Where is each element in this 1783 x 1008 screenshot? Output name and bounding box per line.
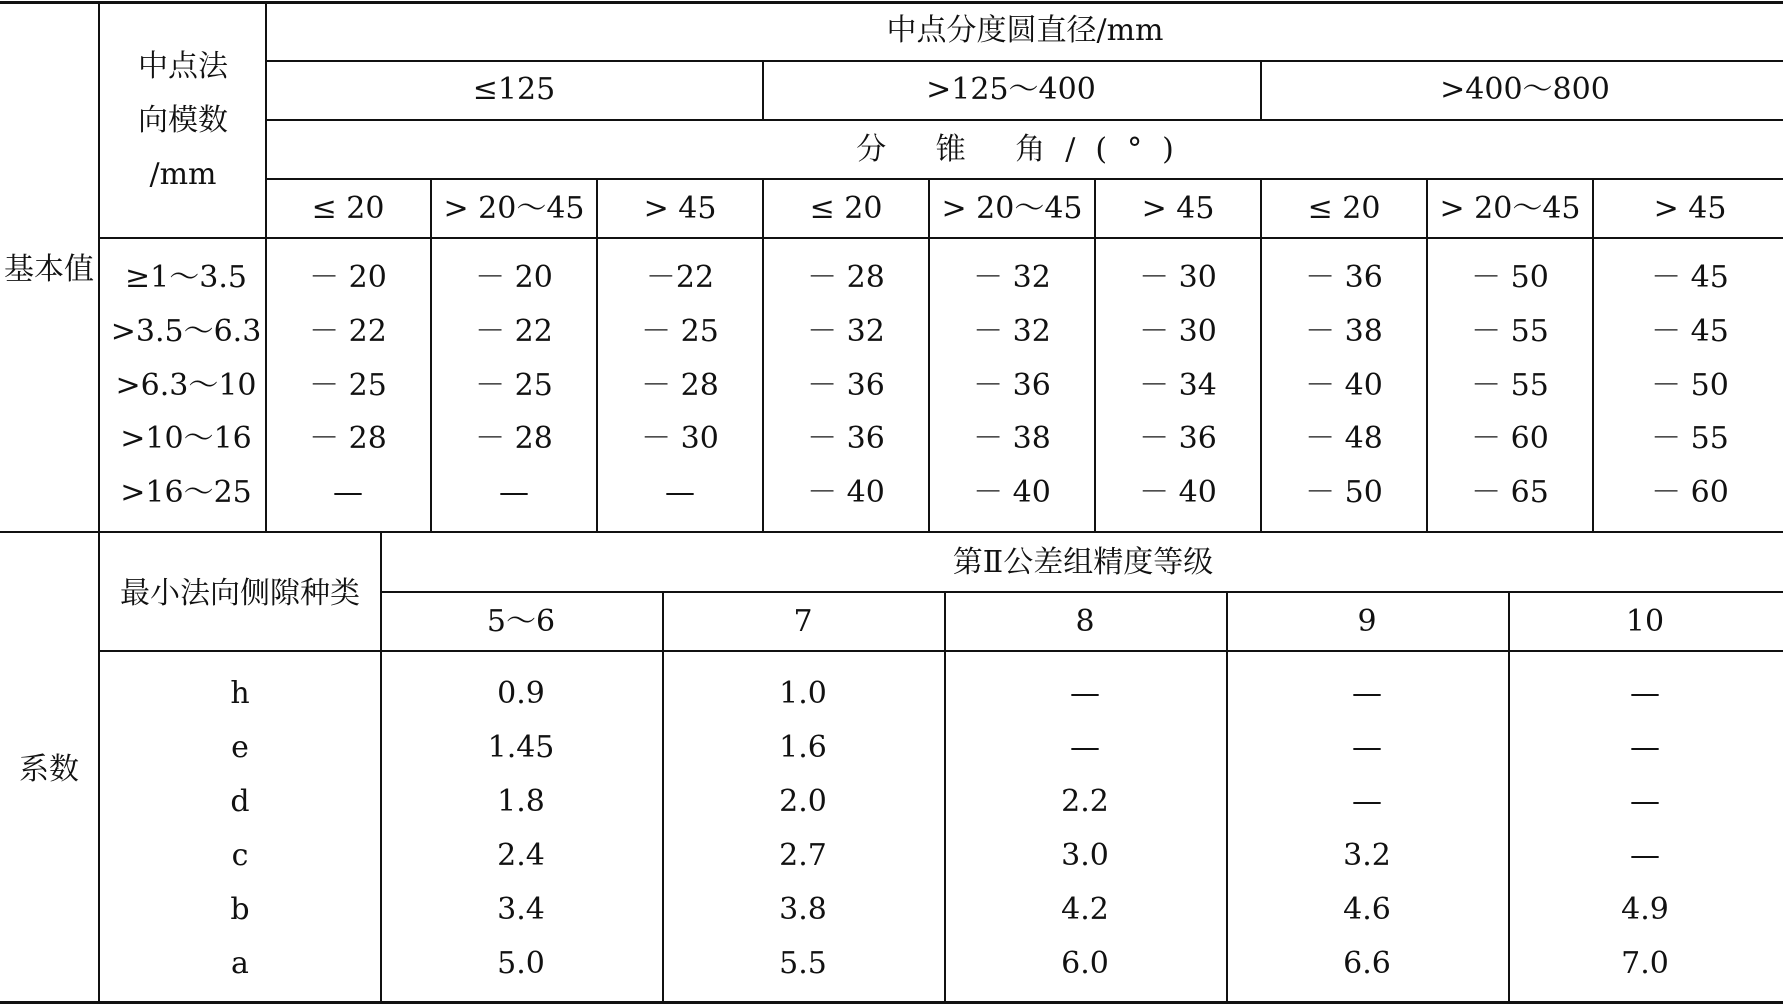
- coefficient-cell: 1.8: [497, 784, 545, 819]
- clearance-type-label: e: [231, 730, 249, 765]
- coefficient-cell: —: [1630, 784, 1660, 819]
- coefficient-cell: 4.6: [1343, 892, 1391, 927]
- rule-v: [1508, 591, 1510, 1004]
- basic-value-cell: － 50: [1305, 475, 1383, 510]
- rule-v: [1226, 591, 1228, 1004]
- rule-bottom: [0, 1001, 1783, 1004]
- basic-value-cell: － 22: [309, 314, 387, 349]
- diameter-group: ≤125: [472, 72, 556, 107]
- angle-group-header: ≤ 20: [311, 191, 385, 226]
- rule-v: [944, 591, 946, 1004]
- rule-v: [1260, 60, 1262, 121]
- clearance-type-header: 最小法向侧隙种类: [120, 576, 360, 611]
- rule-v: [662, 591, 664, 1004]
- angle-group-header: > 45: [1141, 191, 1215, 226]
- basic-value-cell: － 20: [475, 260, 553, 295]
- basic-value-cell: － 32: [973, 314, 1051, 349]
- module-header-line3: /mm: [149, 157, 217, 192]
- angle-group-header: > 20～45: [941, 191, 1083, 226]
- rule-top: [0, 1, 1783, 4]
- rule-v: [762, 178, 764, 533]
- clearance-type-label: d: [230, 784, 250, 819]
- basic-value-cell: － 36: [1139, 421, 1217, 456]
- rule: [266, 60, 1783, 62]
- coefficient-cell: 2.0: [779, 784, 827, 819]
- coefficient-cell: 2.7: [779, 838, 827, 873]
- basic-value-cell: － 36: [807, 421, 885, 456]
- basic-value-cell: － 40: [973, 475, 1051, 510]
- grade-header: 5～6: [486, 604, 556, 639]
- coefficient-cell: 2.4: [497, 838, 545, 873]
- diameter-group: >400～800: [1440, 72, 1610, 107]
- rule: [266, 119, 1783, 121]
- angle-group-header: > 20～45: [1439, 191, 1581, 226]
- rule: [381, 591, 1783, 593]
- rule: [99, 237, 1783, 239]
- coefficient-cell: 7.0: [1621, 946, 1669, 981]
- coefficient-cell: 3.2: [1343, 838, 1391, 873]
- angle-group-header: ≤ 20: [809, 191, 883, 226]
- basic-value-cell: － 38: [1305, 314, 1383, 349]
- rule-v: [762, 60, 764, 121]
- basic-value-cell: － 40: [1139, 475, 1217, 510]
- clearance-type-label: a: [231, 946, 249, 981]
- basic-value-cell: － 28: [807, 260, 885, 295]
- coefficient-cell: —: [1630, 838, 1660, 873]
- basic-value-cell: － 22: [475, 314, 553, 349]
- clearance-type-label: h: [230, 676, 250, 711]
- basic-value-cell: － 50: [1471, 260, 1549, 295]
- basic-value-cell: —: [499, 475, 529, 510]
- clearance-type-label: c: [231, 838, 249, 873]
- rule-v: [430, 178, 432, 533]
- rule: [99, 650, 1783, 652]
- basic-value-cell: － 60: [1651, 475, 1729, 510]
- diameter-group: >125～400: [926, 72, 1096, 107]
- coefficient-cell: —: [1352, 676, 1382, 711]
- rule-v: [928, 178, 930, 533]
- coefficient-cell: 4.9: [1621, 892, 1669, 927]
- grade-header: 10: [1625, 604, 1665, 639]
- basic-value-cell: － 34: [1139, 368, 1217, 403]
- module-header-line2: 向模数: [138, 103, 228, 138]
- basic-value-cell: －22: [645, 260, 715, 295]
- grade-header: 7: [793, 604, 813, 639]
- rule-v: [380, 531, 382, 1004]
- basic-value-cell: － 55: [1651, 421, 1729, 456]
- basic-value-cell: － 60: [1471, 421, 1549, 456]
- basic-value-cell: － 25: [475, 368, 553, 403]
- basic-value-cell: － 45: [1651, 260, 1729, 295]
- basic-value-cell: —: [333, 475, 363, 510]
- coefficient-cell: 5.0: [497, 946, 545, 981]
- section-label-coefficient: 系数: [19, 752, 79, 787]
- coefficient-cell: 2.2: [1061, 784, 1109, 819]
- rule-v: [596, 178, 598, 533]
- coefficient-cell: —: [1070, 730, 1100, 765]
- angle-group-header: > 45: [643, 191, 717, 226]
- rule-v: [1426, 178, 1428, 533]
- basic-value-cell: － 28: [475, 421, 553, 456]
- rule-v: [265, 1, 267, 533]
- module-range-label: >16～25: [120, 475, 252, 510]
- basic-value-cell: － 32: [807, 314, 885, 349]
- module-range-label: >3.5～6.3: [110, 314, 262, 349]
- basic-value-cell: － 40: [807, 475, 885, 510]
- clearance-type-label: b: [230, 892, 250, 927]
- rule-v: [1260, 178, 1262, 533]
- coefficient-cell: —: [1630, 730, 1660, 765]
- coefficient-cell: 3.4: [497, 892, 545, 927]
- coefficient-cell: —: [1070, 676, 1100, 711]
- rule-v: [1094, 178, 1096, 533]
- rule-v: [98, 1, 100, 1004]
- basic-value-cell: － 48: [1305, 421, 1383, 456]
- module-range-label: ≥1～3.5: [125, 260, 247, 295]
- coefficient-cell: 6.6: [1343, 946, 1391, 981]
- coefficient-cell: 1.0: [779, 676, 827, 711]
- basic-value-cell: —: [665, 475, 695, 510]
- basic-value-cell: － 28: [309, 421, 387, 456]
- basic-value-cell: － 45: [1651, 314, 1729, 349]
- module-range-label: >10～16: [120, 421, 252, 456]
- coefficient-cell: —: [1352, 784, 1382, 819]
- basic-value-cell: － 40: [1305, 368, 1383, 403]
- coefficient-cell: 6.0: [1061, 946, 1109, 981]
- coefficient-cell: 1.6: [779, 730, 827, 765]
- basic-value-cell: － 55: [1471, 314, 1549, 349]
- grade-header: 第Ⅱ公差组精度等级: [952, 545, 1214, 580]
- basic-value-cell: － 30: [1139, 260, 1217, 295]
- basic-value-cell: － 38: [973, 421, 1051, 456]
- coefficient-cell: 3.8: [779, 892, 827, 927]
- coefficient-cell: 3.0: [1061, 838, 1109, 873]
- basic-value-cell: － 36: [807, 368, 885, 403]
- basic-value-cell: － 65: [1471, 475, 1549, 510]
- basic-value-cell: － 25: [641, 314, 719, 349]
- coefficient-cell: 0.9: [497, 676, 545, 711]
- angle-header: 分 锥 角/(°): [856, 132, 1194, 167]
- rule-section: [0, 531, 1783, 533]
- basic-value-cell: － 32: [973, 260, 1051, 295]
- angle-group-header: > 45: [1653, 191, 1727, 226]
- basic-value-cell: － 28: [641, 368, 719, 403]
- module-header-line1: 中点法: [138, 49, 228, 84]
- angle-group-header: ≤ 20: [1307, 191, 1381, 226]
- section-label-basic: 基本值: [4, 252, 94, 287]
- grade-header: 8: [1075, 604, 1095, 639]
- coefficient-cell: —: [1630, 676, 1660, 711]
- coefficient-cell: 4.2: [1061, 892, 1109, 927]
- basic-value-cell: － 20: [309, 260, 387, 295]
- basic-value-cell: － 55: [1471, 368, 1549, 403]
- basic-value-cell: － 50: [1651, 368, 1729, 403]
- coefficient-cell: —: [1352, 730, 1382, 765]
- diameter-header: 中点分度圆直径/mm: [886, 13, 1164, 48]
- coefficient-cell: 1.45: [487, 730, 555, 765]
- grade-header: 9: [1357, 604, 1377, 639]
- rule-v: [1592, 178, 1594, 533]
- basic-value-cell: － 36: [973, 368, 1051, 403]
- basic-value-cell: － 36: [1305, 260, 1383, 295]
- angle-group-header: > 20～45: [443, 191, 585, 226]
- coefficient-cell: 5.5: [779, 946, 827, 981]
- basic-value-cell: － 25: [309, 368, 387, 403]
- basic-value-cell: － 30: [1139, 314, 1217, 349]
- module-range-label: >6.3～10: [115, 368, 257, 403]
- rule: [266, 178, 1783, 180]
- basic-value-cell: － 30: [641, 421, 719, 456]
